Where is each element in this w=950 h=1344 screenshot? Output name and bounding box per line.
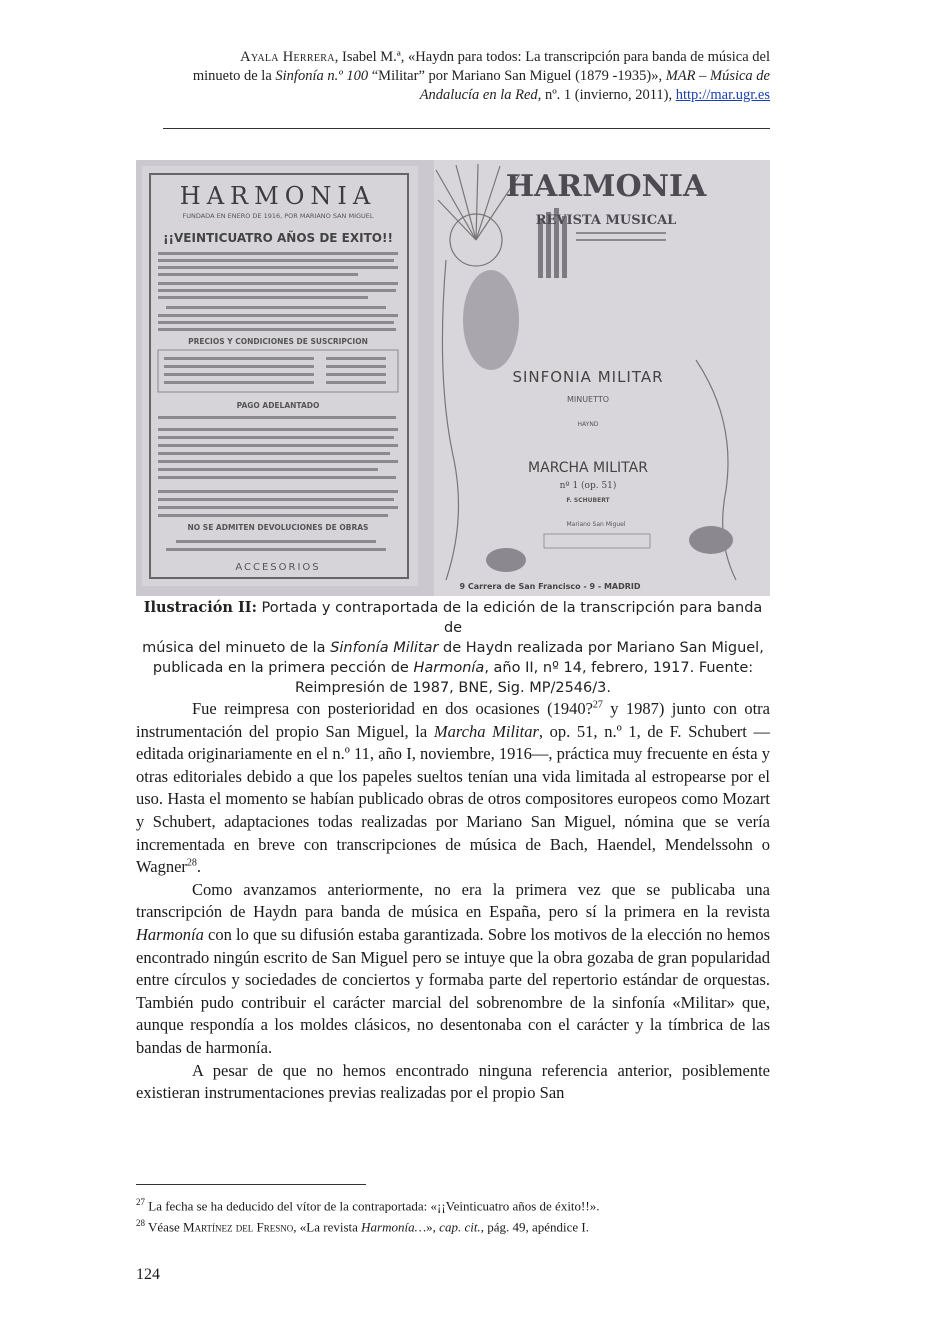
paragraph: Fue reimpresa con posterioridad en dos ocasiones (1940?$^{27}$ y 1987) junto con otra instrumentación del propio San Miguel, la Marcha Militar, op. 51, n.º 1, de F. Schubert —editada originariamente en el n.º 11, año I, noviembre, 1916—, práctica muy frecuente en ésta y otras editoriales debido a que los papeles sueltos tenían una vida limitada al estropearse por el uso. Hasta el momento se habían publicado obras de otros compositores europeos como Mozart y Schubert, adaptaciones todas realizadas por Mariano San Miguel, nómina que se vería incrementada en breve con transcripciones de música de Bach, Haendel, Mendelssohn o Wagner$^{28}$. xyxy=(136,699,770,877)
figure-caption: Ilustración II: Portada y contraportada de la edición de la transcripción para banda de música del minueto de la Sinfonía Militar de Haydn realizada por Mariano San Miguel, publicada en la primera pección de Harmonía, año II, nº 14, febrero, 1917. Fuente: Reimpresión de 1987, BNE, Sig. MP/2546/3. xyxy=(142,599,764,696)
front-cover-title: HARMONIA xyxy=(505,169,707,204)
back-cover-prices-heading: PRECIOS Y CONDICIONES DE SUSCRIPCION xyxy=(188,337,368,346)
back-cover-notice: NO SE ADMITEN DEVOLUCIONES DE OBRAS xyxy=(187,523,369,532)
front-cover-subtitle: REVISTA MUSICAL xyxy=(535,213,677,228)
front-cover-address: 9 Carrera de San Francisco - 9 - MADRID xyxy=(459,582,641,591)
back-cover-slogan: ¡¡VEINTICUATRO AÑOS DE EXITO!! xyxy=(163,231,393,245)
front-cover-composer1: HAYND xyxy=(577,421,599,428)
running-header: Ayala Herrera, Isabel M.ª, «Haydn para todos: La transcripción para banda de música del minueto de la Sinfonía n.º 100 “Militar” por Mariano San Miguel (1879 -1935)», MAR – Música de Andalucía en la Red, nº. 1 (invierno, 2011), http://mar.ugr.es xyxy=(192,49,770,103)
footnotes xyxy=(136,1194,770,1236)
footnote-ref-27[interactable]: 27 xyxy=(592,699,603,711)
footnote-rule xyxy=(136,1184,366,1185)
journal-url-link[interactable]: http://mar.ugr.es xyxy=(675,87,770,103)
illustration-photo xyxy=(136,160,770,596)
back-cover-payment: PAGO ADELANTADO xyxy=(236,401,320,410)
page-number: 124 xyxy=(136,1266,160,1283)
body-text xyxy=(136,698,770,1105)
back-cover-title: HARMONIA xyxy=(179,182,377,210)
footnote-28: $^{28}$ Véase Martínez del Fresno, «La revista Harmonía…», cap. cit., pág. 49, apéndice I. xyxy=(136,1217,589,1235)
header-rule xyxy=(163,128,770,129)
footnote-27: $^{27}$ La fecha se ha deducido del vítor de la contraportada: «¡¡Veinticuatro años de éxito!!». xyxy=(136,1197,600,1214)
front-cover-work2: MARCHA MILITAR xyxy=(528,460,648,476)
paragraph: A pesar de que no hemos encontrado ninguna referencia anterior, posiblemente existieran instrumentaciones previas realizadas por el propio San xyxy=(136,1060,770,1103)
paragraph: Como avanzamos anteriormente, no era la primera vez que se publicaba una transcripción de Haydn para banda de música en España, pero sí la primera en la revista Harmonía con lo que su difusión estaba garantizada. Sobre los motivos de la elección no hemos encontrado ningún escrito de San Miguel pero se intuye que la obra gozaba de gran popularidad entre círculos y sociedades de conciertos y formaba parte del repertorio estándar de orquestas. También pudo contribuir el carácter marcial del sobrenombre de la sinfonía «Militar» que, aunque respondía a los moldes clásicos, no desentonaba con el carácter y la tímbrica de las bandas de harmonía. xyxy=(136,879,770,1057)
figure-silhouette xyxy=(463,270,519,370)
front-cover-arranger: Mariano San Miguel xyxy=(566,521,626,528)
front-cover-composer2: F. SCHUBERT xyxy=(566,497,610,504)
caption-label: Ilustración II: xyxy=(143,599,257,616)
back-cover-founded: FUNDADA EN ENERO DE 1916, POR MARIANO SAN MIGUEL xyxy=(182,212,374,220)
front-cover-work1-sub: MINUETTO xyxy=(566,395,610,404)
header-author: Ayala Herrera xyxy=(240,49,335,65)
back-cover-footer: ACCESORIOS xyxy=(235,562,321,573)
front-cover-work1: SINFONIA MILITAR xyxy=(512,368,664,386)
footnote-ref-28[interactable]: 28 xyxy=(186,857,197,869)
front-cover-work2-sub: nº 1 (op. 51) xyxy=(559,481,617,491)
